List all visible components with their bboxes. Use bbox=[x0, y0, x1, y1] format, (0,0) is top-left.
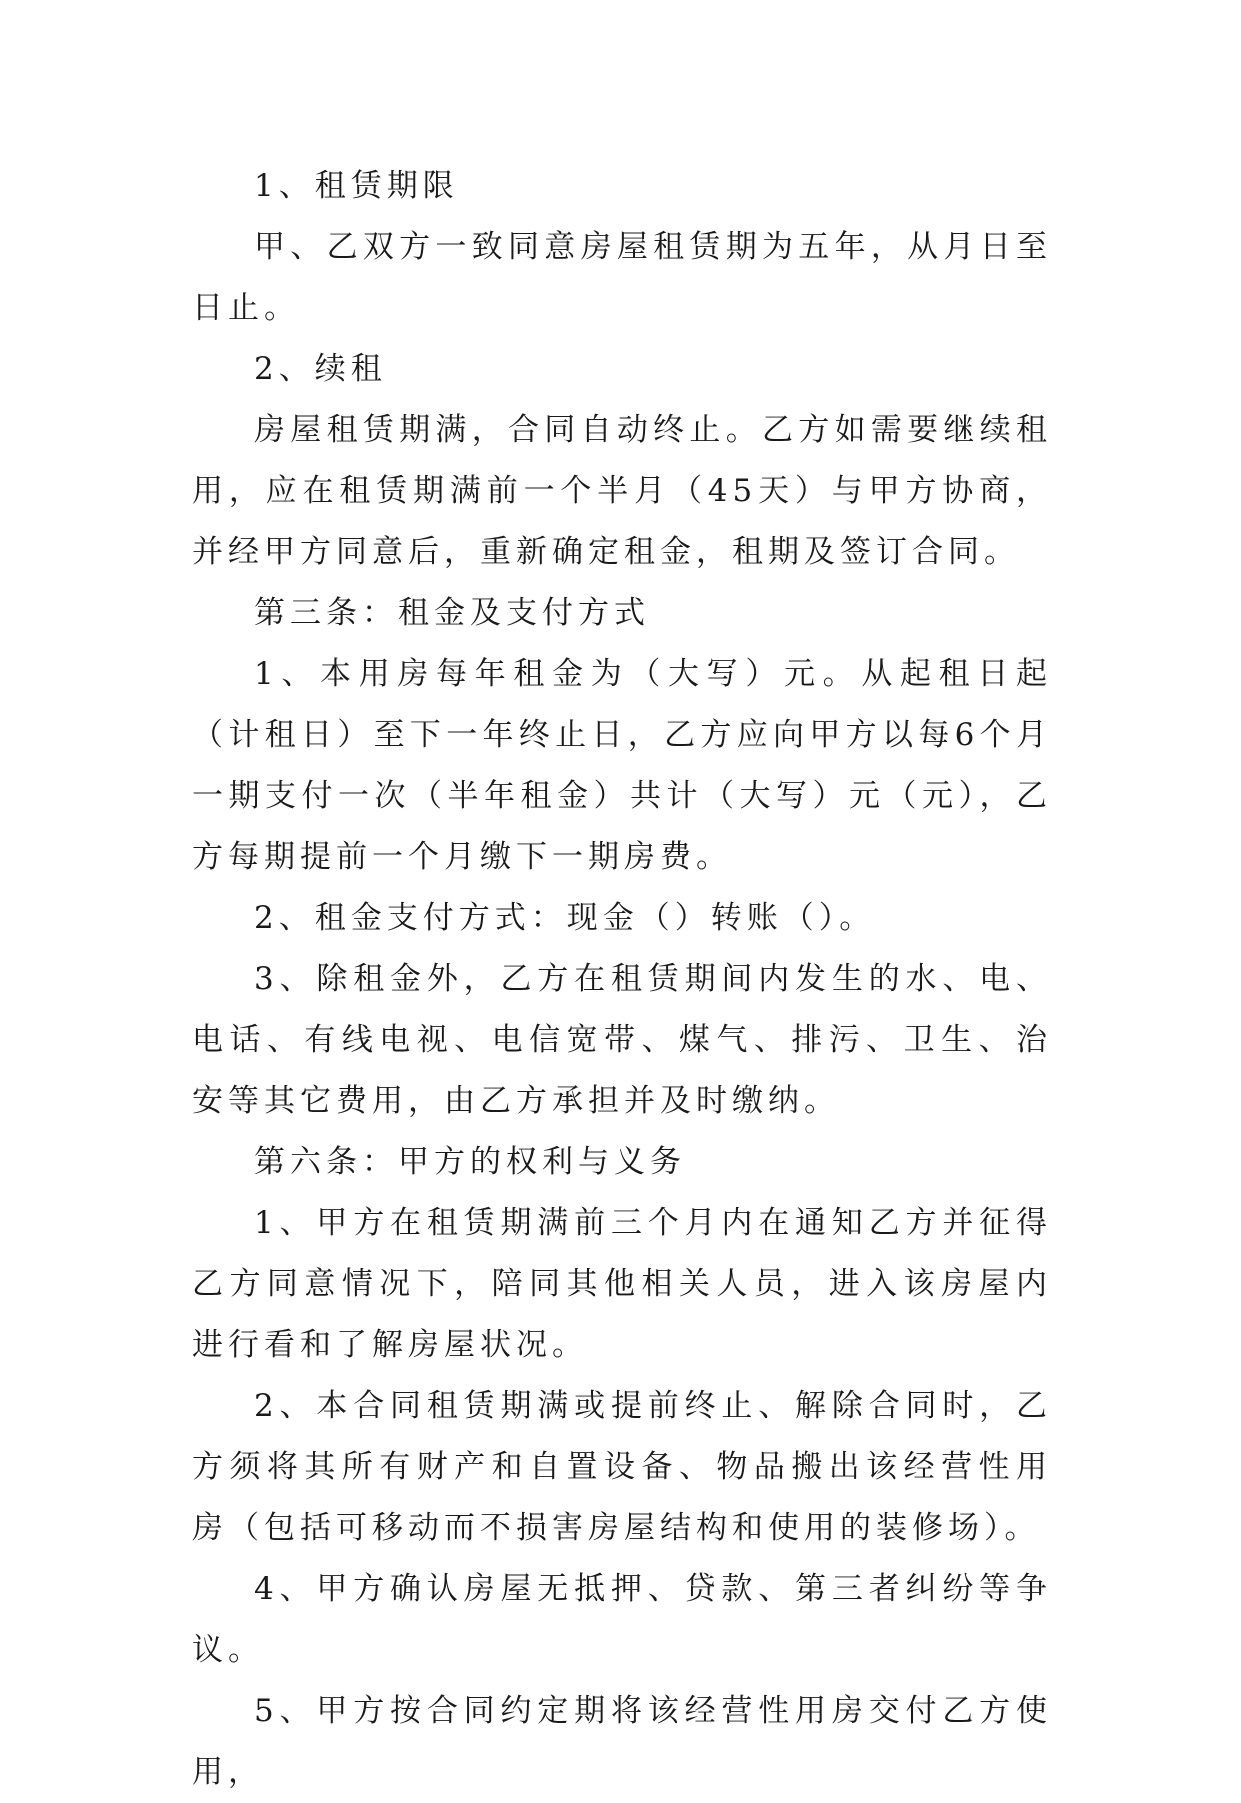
paragraph-party-a-inspection: 1、甲方在租赁期满前三个月内在通知乙方并征得乙方同意情况下，陪同其他相关人员，进入该房屋内进行看和了解房屋状况。 bbox=[192, 1205, 1052, 1363]
paragraph-renewal-heading: 2、续租 bbox=[254, 351, 387, 387]
paragraph-lease-term-heading: 1、租赁期限 bbox=[254, 168, 459, 204]
section-heading-article-6: 第六条：甲方的权利与义务 bbox=[254, 1144, 686, 1180]
section-heading-article-3: 第三条：租金及支付方式 bbox=[254, 595, 650, 631]
paragraph-lease-term: 甲、乙双方一致同意房屋租赁期为五年，从月日至日止。 bbox=[192, 229, 1052, 326]
paragraph-renewal: 房屋租赁期满，合同自动终止。乙方如需要继续租用，应在租赁期满前一个半月（45天）与甲方协商，并经甲方同意后，重新确定租金，租期及签订合同。 bbox=[192, 412, 1052, 570]
paragraph-no-mortgage: 4、甲方确认房屋无抵押、贷款、第三者纠纷等争议。 bbox=[192, 1571, 1052, 1668]
paragraph-payment-method: 2、租金支付方式：现金（）转账（）。 bbox=[254, 900, 876, 936]
paragraph-rent-amount: 1、本用房每年租金为（大写）元。从起租日起（计租日）至下一年终止日，乙方应向甲方以每6个月一期支付一次（半年租金）共计（大写）元（元），乙方每期提前一个月缴下一期房费。 bbox=[192, 656, 1052, 875]
paragraph-delivery: 5、甲方按合同约定期将该经营性用房交付乙方使用， bbox=[192, 1693, 1052, 1790]
paragraph-other-fees: 3、除租金外，乙方在租赁期间内发生的水、电、电话、有线电视、电信宽带、煤气、排污、卫生、治安等其它费用，由乙方承担并及时缴纳。 bbox=[192, 961, 1052, 1119]
document-body bbox=[192, 156, 1052, 1803]
paragraph-move-out: 2、本合同租赁期满或提前终止、解除合同时，乙方须将其所有财产和自置设备、物品搬出该经营性用房（包括可移动而不损害房屋结构和使用的装修场）。 bbox=[192, 1388, 1052, 1546]
